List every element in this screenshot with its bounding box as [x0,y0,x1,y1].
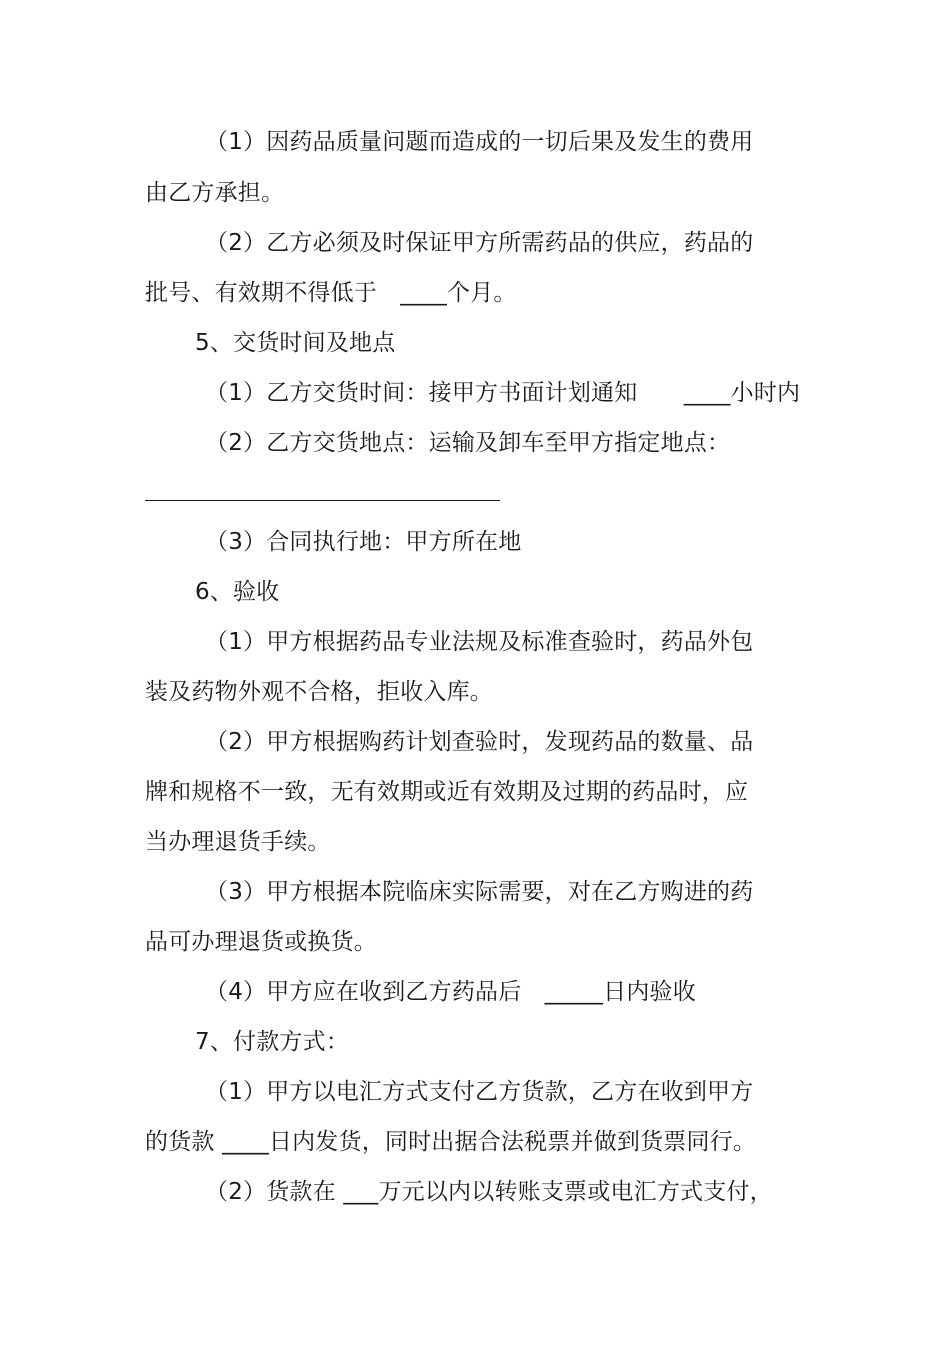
text-line-14: 当办理退货手续。 [145,829,331,855]
text-line-1: （1）因药品质量问题而造成的一切后果及发生的费用 [205,129,754,155]
text-line-21: （2）货款在 ___万元以内以转账支票或电汇方式支付， [205,1179,773,1205]
section-heading-7: 7、付款方式： [195,1029,350,1055]
section-heading-6: 6、验收 [195,579,280,605]
text-line-12: （2）甲方根据购药计划查验时，发现药品的数量、品 [205,729,754,755]
text-line-2: 由乙方承担。 [145,180,285,206]
text-line-13: 牌和规格不一致，无有效期或近有效期及过期的药品时，应 [145,779,749,805]
text-line-16: 品可办理退货或换货。 [145,929,377,955]
text-line-17: （4）甲方应在收到乙方药品后 _____日内验收 [205,979,696,1005]
text-line-4: 批号、有效期不得低于 ____个月。 [145,280,517,306]
text-line-8: （3）合同执行地：甲方所在地 [205,529,522,555]
section-heading-5: 5、交货时间及地点 [195,330,396,356]
text-line-11: 装及药物外观不合格，拒收入库。 [145,679,493,705]
text-line-7: （2）乙方交货地点：运输及卸车至甲方指定地点： [205,430,731,456]
text-line-3: （2）乙方必须及时保证甲方所需药品的供应，药品的 [205,230,754,256]
text-line-6: （1）乙方交货时间：接甲方书面计划通知 ____小时内 [205,380,801,406]
text-line-10: （1）甲方根据药品专业法规及标准查验时，药品外包 [205,629,754,655]
text-line-15: （3）甲方根据本院临床实际需要，对在乙方购进的药 [205,879,754,905]
blank-fill-line [145,500,500,501]
text-line-19: （1）甲方以电汇方式支付乙方货款，乙方在收到甲方 [205,1079,754,1105]
text-line-20: 的货款 ____日内发货，同时出据合法税票并做到货票同行。 [145,1129,757,1155]
